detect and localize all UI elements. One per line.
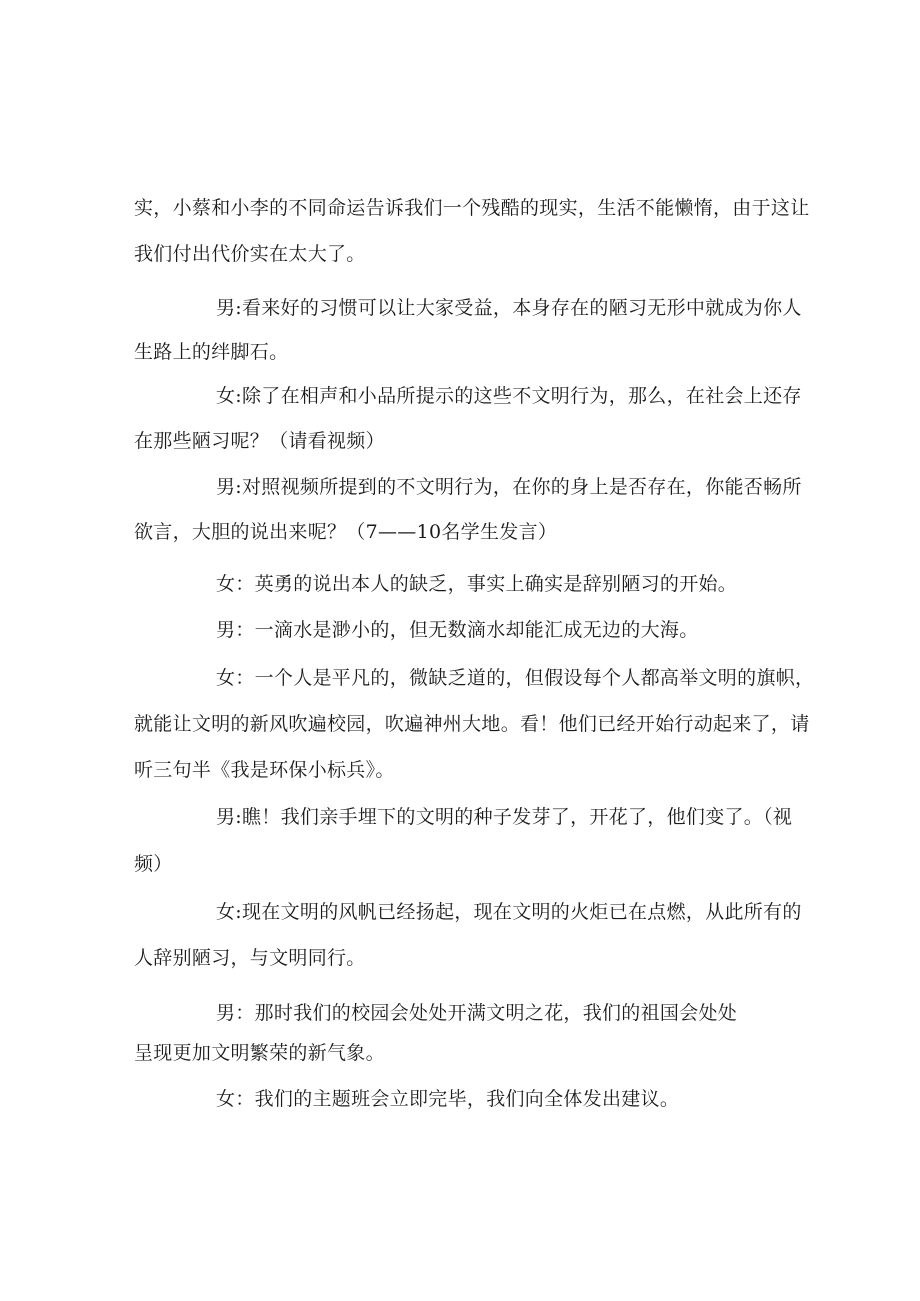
paragraph-7-line-1: 女：一个人是平凡的，微缺乏道的，但假设每个人都高举文明的旗帜， [216, 667, 815, 689]
paragraph-3-line-2: 在那些陋习呢？（请看视频） [134, 430, 385, 452]
paragraph-10-line-2: 呈现更加文明繁荣的新气象。 [134, 1042, 385, 1064]
paragraph-3-line-1: 女:除了在相声和小品所提示的这些不文明行为，那么，在社会上还存 [216, 385, 802, 407]
paragraph-2-line-1: 男:看来好的习惯可以让大家受益，本身存在的陋习无形中就成为你人 [216, 297, 802, 319]
paragraph-10-line-1: 男：那时我们的校园会处处开满文明之花，我们的祖国会处处 [216, 1002, 738, 1024]
paragraph-5-line-1: 女：英勇的说出本人的缺乏，事实上确实是辞别陋习的开始。 [216, 573, 738, 595]
paragraph-1-line-1: 实，小蔡和小李的不同命运告诉我们一个残酷的现实，生活不能懒惰，由于这让 [134, 197, 810, 219]
paragraph-11-line-1: 女：我们的主题班会立即完毕，我们向全体发出建议。 [216, 1088, 680, 1110]
paragraph-4-line-1: 男:对照视频所提到的不文明行为，在你的身上是否存在，你能否畅所 [216, 476, 802, 498]
paragraph-9-line-1: 女:现在文明的风帆已经扬起，现在文明的火炬已在点燃，从此所有的 [216, 901, 802, 923]
paragraph-1-line-2: 我们付出代价实在太大了。 [134, 243, 366, 265]
paragraph-2-line-2: 生路上的绊脚石。 [134, 341, 289, 363]
paragraph-7-line-2: 就能让文明的新风吹遍校园，吹遍神州大地。看！他们已经开始行动起来了，请 [134, 713, 810, 735]
paragraph-4-line-2: 欲言，大胆的说出来呢？（7——10名学生发言） [134, 521, 558, 543]
paragraph-8-line-1: 男:瞧！我们亲手埋下的文明的种子发芽了，开花了，他们变了。（视 [216, 806, 793, 828]
paragraph-7-line-3: 听三句半《我是环保小标兵》。 [134, 759, 395, 781]
paragraph-9-line-2: 人辞别陋习，与文明同行。 [134, 947, 366, 969]
paragraph-8-line-2: 频） [134, 853, 173, 875]
paragraph-6-line-1: 男：一滴水是渺小的，但无数滴水却能汇成无边的大海。 [216, 619, 699, 641]
